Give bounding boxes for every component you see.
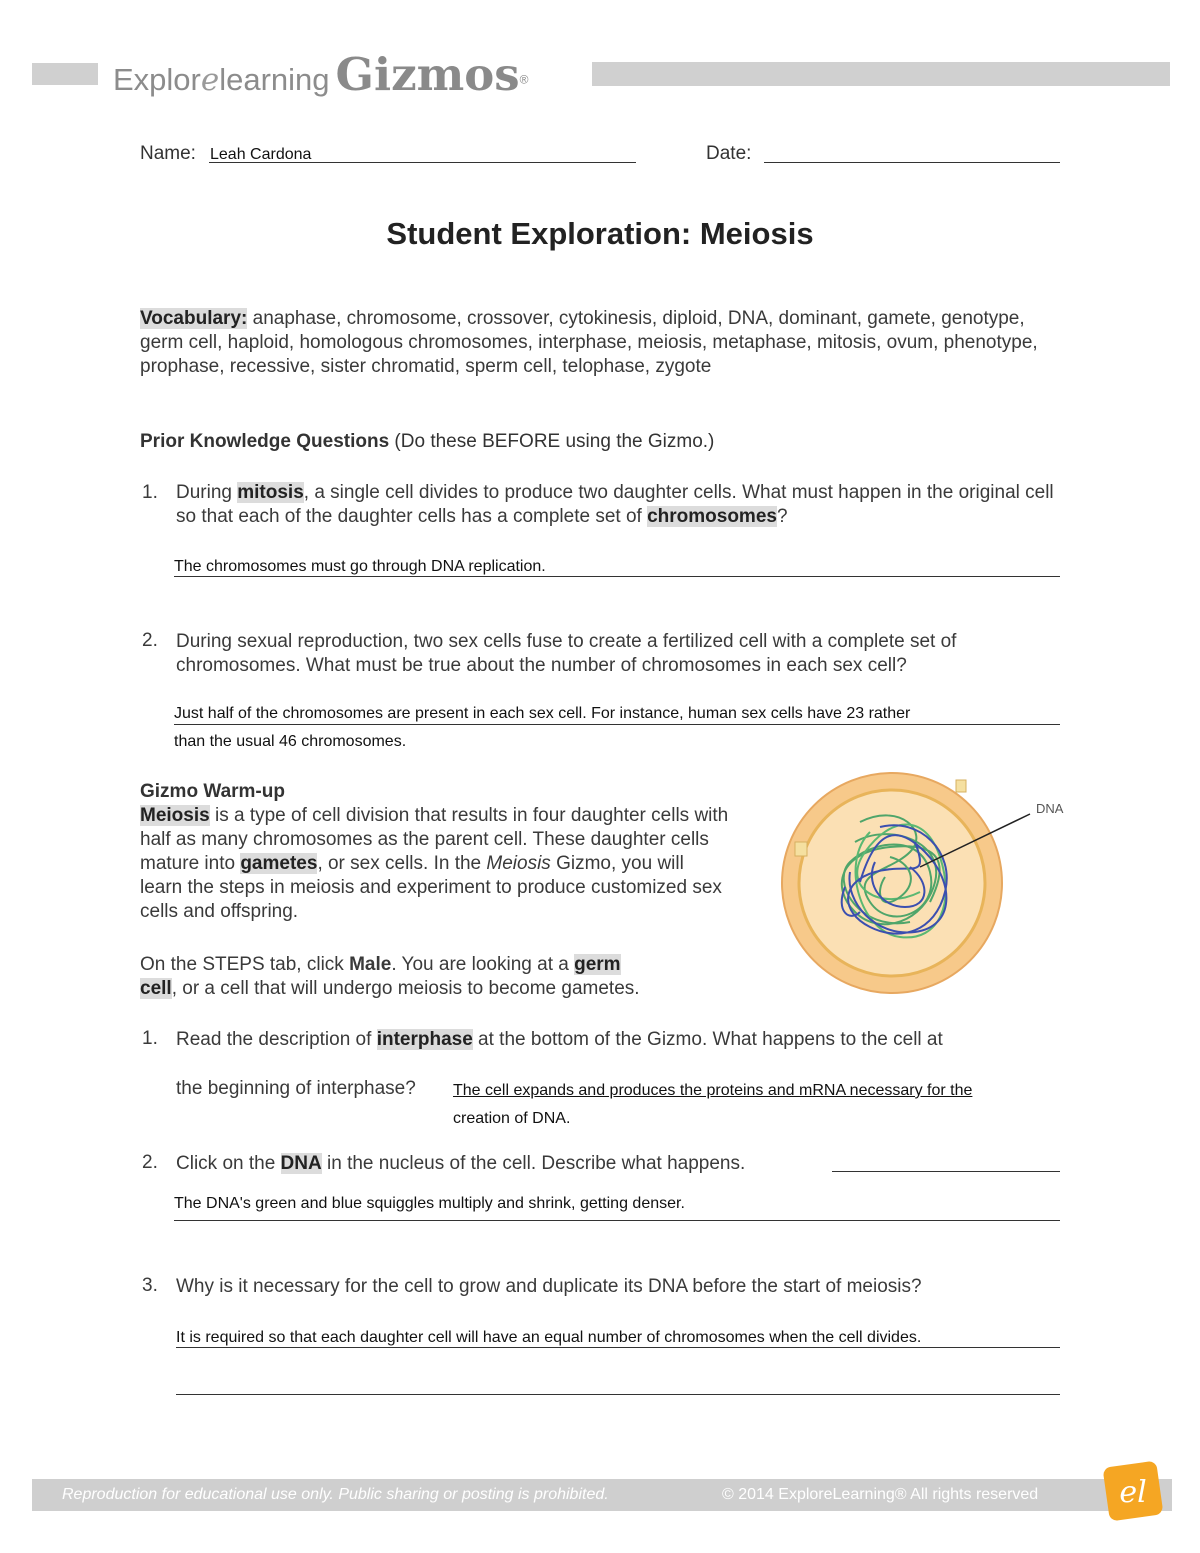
logo-learning-text: learning	[219, 62, 330, 97]
pk-q1-answer[interactable]: The chromosomes must go through DNA replication.	[174, 558, 546, 575]
warmup-p2-part1: On the STEPS tab, click	[140, 954, 350, 975]
wu-q1-answer-line1[interactable]: The cell expands and produces the proteins and mRNA necessary for the	[453, 1082, 973, 1099]
warmup-p1-part2: , or sex cells. In the	[317, 853, 487, 874]
footer-rights: © 2014 ExploreLearning® All rights reserved	[722, 1486, 1039, 1503]
wu-q1-number: 1.	[142, 1028, 158, 1049]
pk-q2-text: During sexual reproduction, two sex cells fuse to create a fertilized cell with a complete set of chromosomes. What must be true about the number of chromosomes in each sex cell?	[176, 631, 957, 676]
wu-q2-answer-line	[174, 1220, 1060, 1221]
wu-q3-answer-line2	[176, 1394, 1060, 1395]
germ-cell-figure	[780, 762, 1080, 1012]
wu-q2-term-dna: DNA	[280, 1153, 322, 1174]
wu-q3-answer[interactable]: It is required so that each daughter cell will have an equal number of chromosomes when the cell divides.	[176, 1329, 922, 1346]
name-field[interactable]: Leah Cardona	[210, 146, 312, 163]
name-label: Name:	[140, 143, 196, 164]
header-bar-right	[592, 62, 1170, 86]
pk-q1-part1: During	[176, 482, 238, 503]
header-bar-left	[32, 63, 98, 85]
wu-q3-text: Why is it necessary for the cell to grow and duplicate its DNA before the start of meiosis?	[176, 1276, 922, 1297]
warmup-p2-part2: . You are looking at a	[391, 954, 575, 975]
wu-q1-text	[176, 1028, 1056, 1052]
wu-q1-answer-line2[interactable]: creation of DNA.	[453, 1110, 571, 1127]
dna-figure-label: DNA	[1036, 801, 1064, 816]
warmup-paragraph-2	[140, 953, 720, 1001]
prior-knowledge-title: Prior Knowledge Questions	[140, 431, 390, 452]
date-label: Date:	[706, 143, 752, 164]
prior-knowledge-heading	[140, 431, 714, 453]
cell-organelle-left	[795, 842, 807, 856]
explorelearning-gizmos-logo	[113, 48, 528, 100]
date-field[interactable]	[764, 162, 1060, 163]
wu-q3-number: 3.	[142, 1275, 158, 1296]
wu-q2-part2: in the nucleus of the cell. Describe what happens.	[321, 1153, 746, 1174]
logo-gizmos-text: Gizmos	[335, 48, 520, 101]
wu-q2-text	[176, 1152, 745, 1176]
pk-q1-term-chromosomes: chromosomes	[647, 506, 777, 527]
wu-q2-answer[interactable]: The DNA's green and blue squiggles multiply and shrink, getting denser.	[174, 1195, 685, 1212]
pk-q2-answer-line1[interactable]: Just half of the chromosomes are present in each sex cell. For instance, human sex cells have 23 rather	[174, 705, 911, 722]
wu-q1-part1: Read the description of	[176, 1029, 377, 1050]
warmup-p1-part3: Gizmo, you will learn the steps in meiosis and experiment to produce customized sex cells and offspring.	[140, 853, 722, 922]
warmup-term-gametes: gametes	[240, 853, 318, 874]
wu-q1-term-interphase: interphase	[376, 1029, 473, 1050]
pk-q1-answer-line	[174, 576, 1060, 577]
pk-q1-term-mitosis: mitosis	[237, 482, 304, 503]
pk-q2-number: 2.	[142, 630, 158, 651]
wu-q1-text-cont: the beginning of interphase?	[176, 1078, 416, 1099]
vocabulary-paragraph	[140, 307, 1070, 379]
prior-knowledge-note: (Do these BEFORE using the Gizmo.)	[389, 431, 715, 452]
logo-registered-mark: ®	[519, 72, 529, 87]
warmup-term-meiosis: Meiosis	[140, 805, 210, 826]
wu-q3-answer-line1	[176, 1347, 1060, 1348]
cell-nucleus	[799, 790, 985, 976]
pk-q2-answer-line2[interactable]: than the usual 46 chromosomes.	[174, 733, 407, 750]
vocabulary-label: Vocabulary:	[140, 308, 248, 329]
logo-explore-text: Explor	[113, 62, 201, 97]
footer-copyright-notice: Reproduction for educational use only. Public sharing or posting is prohibited.	[62, 1486, 609, 1503]
wu-q2-part1: Click on the	[176, 1153, 281, 1174]
pk-q1-part3: ?	[776, 506, 788, 527]
logo-e-text: e	[200, 62, 220, 98]
warmup-term-germ: germ	[574, 954, 621, 975]
page-title: Student Exploration: Meiosis	[386, 216, 814, 251]
badge-text: el	[1119, 1475, 1147, 1510]
warmup-p1-part1: is a type of cell division that results in four daughter cells with half as many chromosomes as the parent cell. These daughter cells mature into	[140, 805, 729, 874]
pk-q1-number: 1.	[142, 482, 158, 503]
warmup-heading: Gizmo Warm-up	[140, 781, 285, 802]
vocabulary-terms: anaphase, chromosome, crossover, cytokinesis, diploid, DNA, dominant, gamete, genotype, germ cell, haploid, homologous chromosomes, interphase, meiosis, metaphase, mitosis, ovum, phenotype, prophase, recessive, sister chromatid, sperm cell, telophase, zygote	[140, 308, 1038, 377]
warmup-gizmo-name: Meiosis	[486, 853, 551, 874]
cell-organelle-top	[956, 780, 966, 792]
explorelearning-badge-icon	[1100, 1458, 1166, 1524]
pk-q2-answer-line	[174, 724, 1060, 725]
warmup-paragraph-1	[140, 804, 730, 924]
warmup-p2-part3: , or a cell that will undergo meiosis to become gametes.	[171, 978, 640, 999]
wu-q1-part2: at the bottom of the Gizmo. What happens to the cell at	[472, 1029, 943, 1050]
warmup-term-cell: cell	[140, 978, 172, 999]
wu-q2-number: 2.	[142, 1152, 158, 1173]
pk-q1-part2: , a single cell divides to produce two daughter cells. What must happen in the original cell so that each of the daughter cells has a complete set of	[176, 482, 1054, 527]
pk-q1-text	[176, 481, 1056, 529]
name-underline	[209, 162, 636, 163]
warmup-male-button-ref: Male	[349, 954, 392, 975]
wu-q2-short-line	[832, 1171, 1060, 1172]
